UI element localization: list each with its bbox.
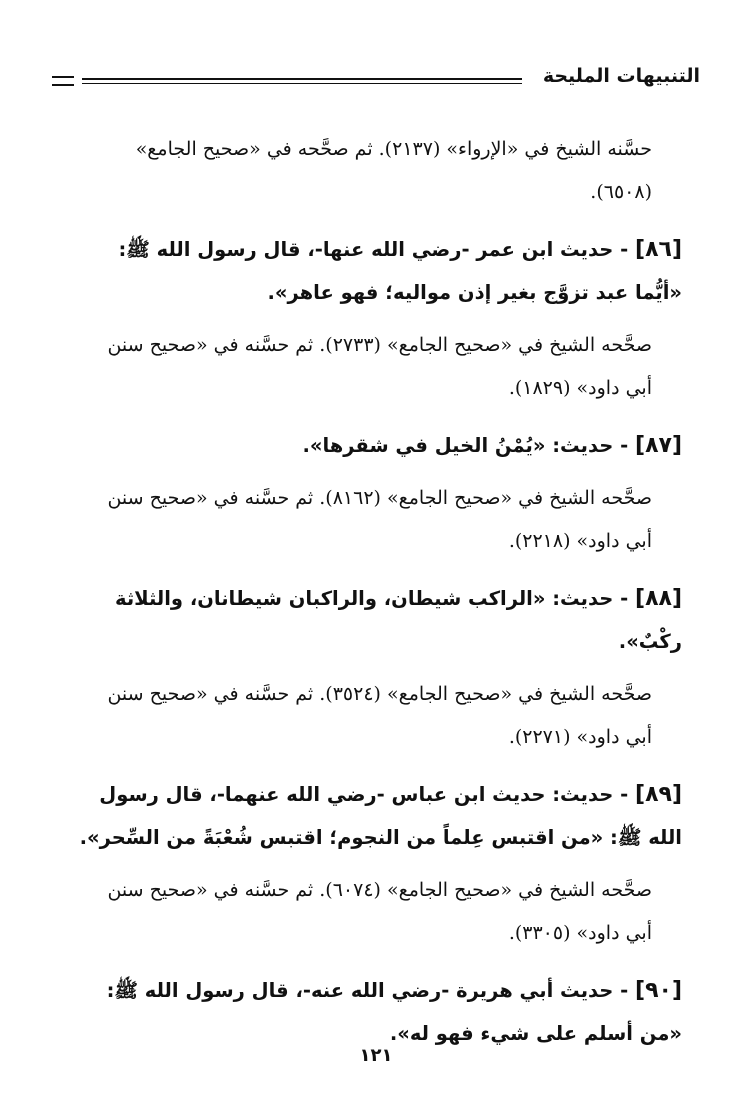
page-number: ١٢١: [359, 1045, 393, 1066]
hadith-number: [٨٧]: [635, 433, 682, 458]
source-note: صحَّحه الشيخ في «صحيح الجامع» (٣٥٢٤). ثم حسَّنه في «صحيح سنن أبي داود» (٢٢٧١).: [107, 683, 652, 748]
source-note: صحَّحه الشيخ في «صحيح الجامع» (٢٧٣٣). ثم حسَّنه في «صحيح سنن أبي داود» (١٨٢٩).: [107, 334, 652, 399]
running-header: [52, 62, 700, 92]
hadith-entry: [٨٩] - حديث: حديث ابن عباس -رضي الله عنهما-، قال رسول الله ﷺ: «من اقتبس عِلماً من النجوم؛ اقتبس شُعْبَةً من السِّحر».: [79, 782, 682, 849]
header-title: التنبيهات المليحة: [542, 65, 700, 87]
source-note: صحَّحه الشيخ في «صحيح الجامع» (٦٠٧٤). ثم حسَّنه في «صحيح سنن أبي داود» (٣٣٠٥).: [107, 879, 652, 944]
hadith-entry: [٨٦] - حديث ابن عمر -رضي الله عنها-، قال رسول الله ﷺ: «أيُّما عبد تزوَّج بغير إذن مواليه؛ فهو عاهر».: [118, 237, 682, 304]
hadith-number: [٩٠]: [635, 978, 682, 1003]
hadith-number: [٨٨]: [635, 586, 682, 611]
source-note: صحَّحه الشيخ في «صحيح الجامع» (٨١٦٢). ثم حسَّنه في «صحيح سنن أبي داود» (٢٢١٨).: [107, 487, 652, 552]
hadith-entry: [٨٨] - حديث: «الراكب شيطان، والراكبان شيطانان، والثلاثة ركْبٌ».: [115, 586, 682, 653]
header-rule: [82, 78, 522, 84]
header-dash: [52, 76, 74, 86]
hadith-entry: [٩٠] - حديث أبي هريرة -رضي الله عنه-، قال رسول الله ﷺ: «من أسلم على شيء فهو له».: [106, 978, 682, 1045]
page-content: [62, 128, 682, 1055]
hadith-number: [٨٦]: [635, 237, 682, 262]
hadith-number: [٨٩]: [635, 782, 682, 807]
hadith-entry: [٨٧] - حديث: «يُمْنُ الخيل في شقرها».: [302, 433, 682, 458]
source-note: حسَّنه الشيخ في «الإرواء» (٢١٣٧). ثم صحَّحه في «صحيح الجامع» (٦٥٠٨).: [135, 138, 652, 203]
